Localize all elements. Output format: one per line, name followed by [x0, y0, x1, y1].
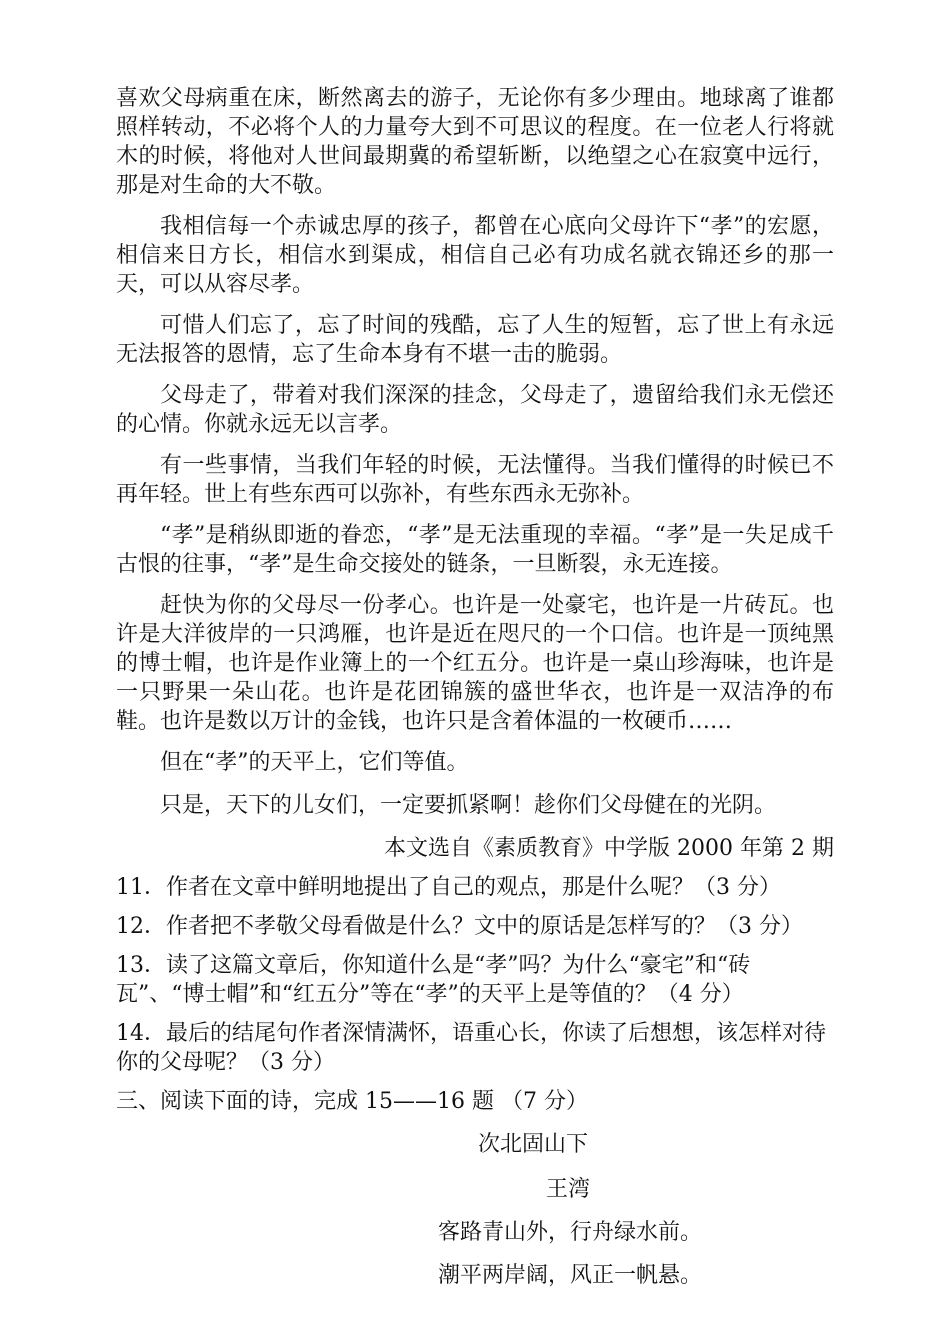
paragraph-1: 喜欢父母病重在床，断然离去的游子，无论你有多少理由。地球离了谁都照样转动，不必将个人的力量夸大到不可思议的程度。在一位老人行将就木的时候，将他对人世间最期冀的希望斩断，以绝望之心在寂寞中远行，那是对生命的大不敬。	[116, 86, 834, 198]
question-12: 12．作者把不孝敬父母看做是什么？文中的原话是怎样写的？（3 分）	[116, 914, 803, 939]
paragraph-9: 只是，天下的儿女们，一定要抓紧啊！趁你们父母健在的光阴。	[160, 793, 777, 818]
poem-line: 客路青山外，行舟绿水前。	[438, 1220, 703, 1245]
paragraph-8: 但在“孝”的天平上，它们等值。	[160, 750, 469, 775]
paragraph-4: 父母走了，带着对我们深深的挂念，父母走了，遗留给我们永无偿还的心情。你就永远无以言孝。	[116, 383, 834, 437]
question-13: 13．读了这篇文章后，你知道什么是“孝”吗？为什么“豪宅”和“砖瓦”、“博士帽”和“红五分”等在“孝”的天平上是等值的？（4 分）	[116, 953, 751, 1007]
poem-title: 次北固山下	[478, 1132, 589, 1157]
section-heading: 三、阅读下面的诗，完成 15——16 题 （7 分）	[116, 1089, 588, 1114]
paragraph-2: 我相信每一个赤诚忠厚的孩子，都曾在心底向父母许下“孝”的宏愿，相信来日方长，相信水到渠成，相信自己必有功成名就衣锦还乡的那一天，可以从容尽孝。	[116, 214, 834, 297]
question-11: 11．作者在文章中鲜明地提出了自己的观点，那是什么呢？（3 分）	[116, 875, 781, 900]
paragraph-3: 可惜人们忘了，忘了时间的残酷，忘了人生的短暂，忘了世上有永远无法报答的恩情，忘了生命本身有不堪一击的脆弱。	[116, 313, 834, 367]
poem-line: 潮平两岸阔，风正一帆悬。	[438, 1263, 703, 1288]
paragraph-5: 有一些事情，当我们年轻的时候，无法懂得。当我们懂得的时候已不再年轻。世上有些东西可以弥补，有些东西永无弥补。	[116, 453, 834, 507]
question-14: 14．最后的结尾句作者深情满怀，语重心长，你读了后想想，该怎样对待你的父母呢？（3 分）	[116, 1021, 826, 1075]
document-page	[116, 84, 834, 1304]
paragraph-7: 赶快为你的父母尽一份孝心。也许是一处豪宅，也许是一片砖瓦。也许是大洋彼岸的一只鸿雁，也许是近在咫尺的一个口信。也许是一顶纯黑的博士帽，也许是作业簿上的一个红五分。也许是一桌山珍海味，也许是一只野果一朵山花。也许是花团锦簇的盛世华衣，也许是一双洁净的布鞋。也许是数以万计的金钱，也许只是含着体温的一枚硬币……	[116, 593, 834, 734]
paragraph-6: “孝”是稍纵即逝的眷恋，“孝”是无法重现的幸福。“孝”是一失足成千古恨的往事，“孝”是生命交接处的链条，一旦断裂，永无连接。	[116, 523, 834, 577]
poem-author: 王湾	[546, 1177, 591, 1202]
article-source: 本文选自《素质教育》中学版 2000 年第 2 期	[384, 836, 834, 861]
